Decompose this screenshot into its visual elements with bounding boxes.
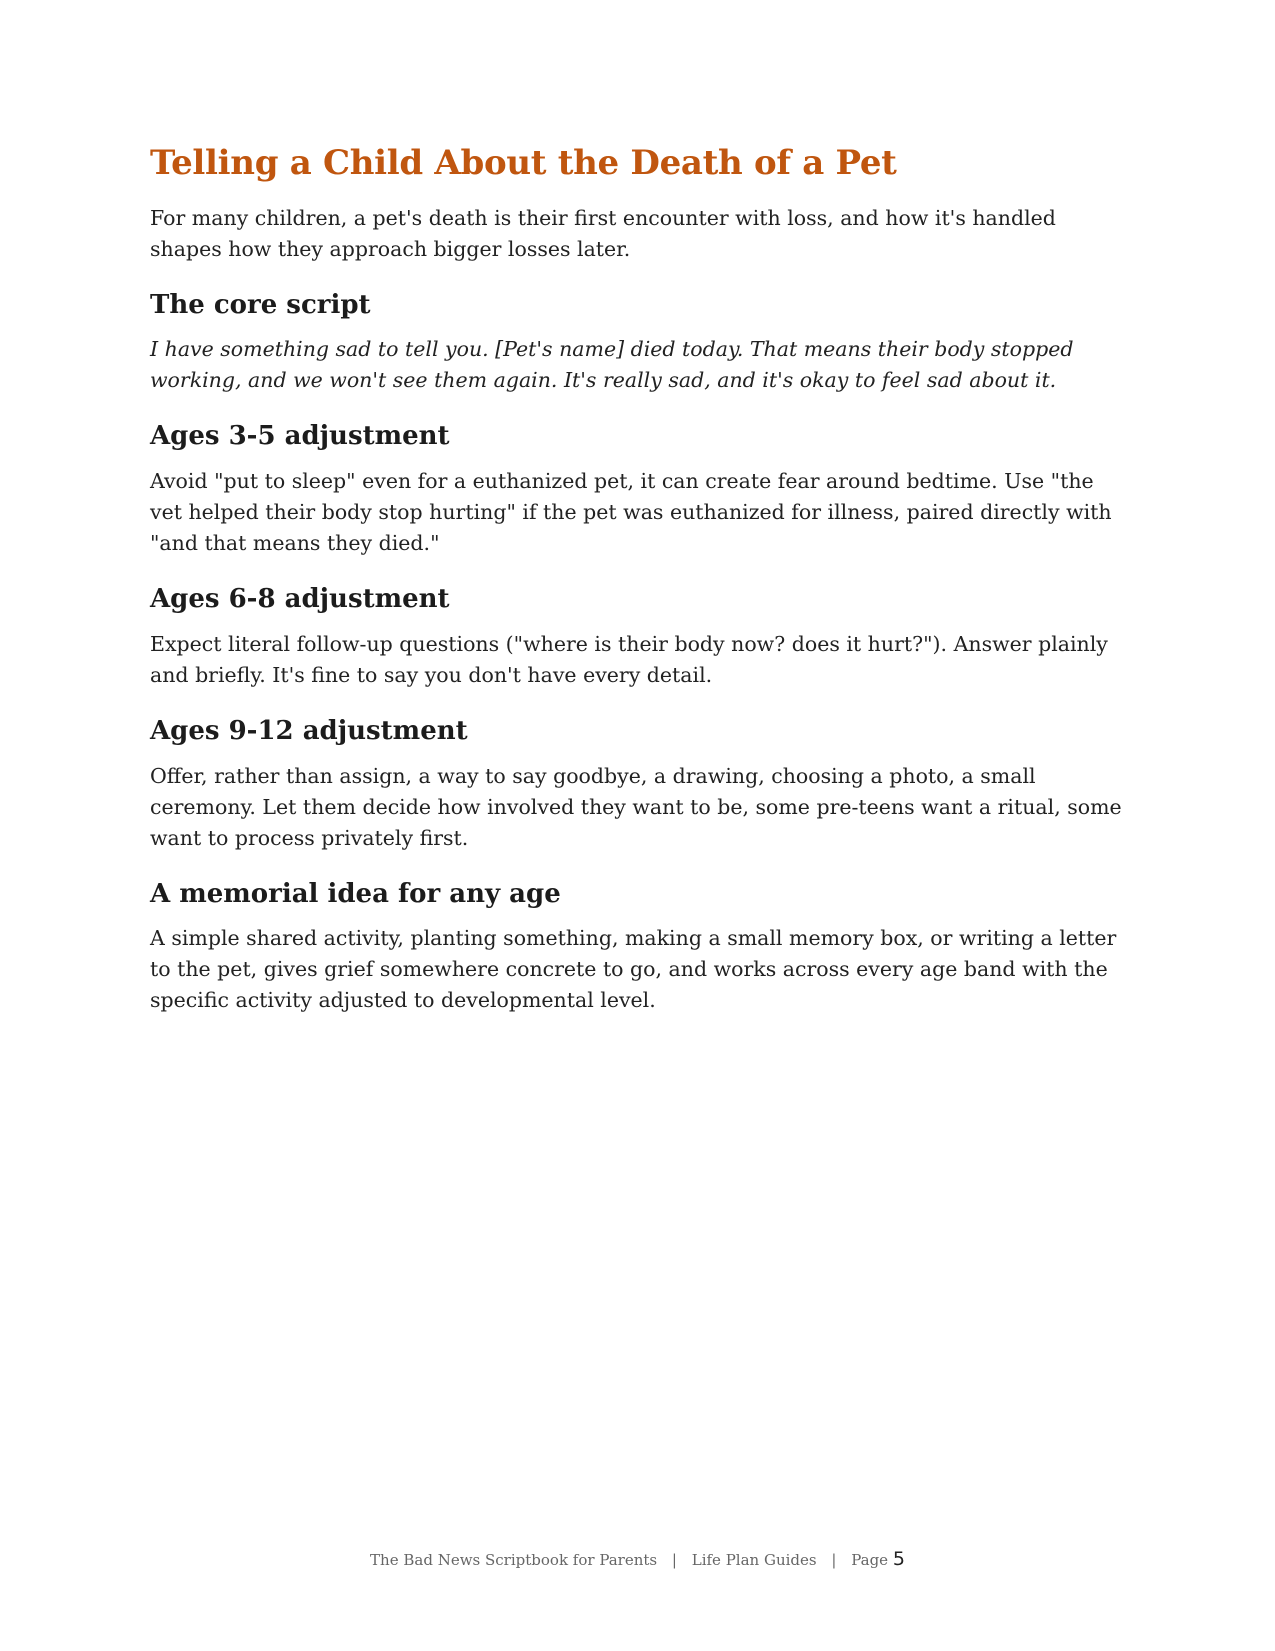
page-title: Telling a Child About the Death of a Pet (150, 143, 897, 183)
section-heading-ages-6-8: Ages 6-8 adjustment (150, 584, 450, 615)
document-page (150, 142, 1130, 1016)
section-body-ages-6-8: Expect literal follow-up questions ("where is their body now? does it hurt?"). Answer plainly and briefly. It's fine to say you don't have every detail. (150, 631, 1108, 687)
section-body-memorial: A simple shared activity, planting something, making a small memory box, or writing a letter to the pet, gives grief somewhere concrete to go, and works across every age band with the specific activity adjusted to developmental level. (150, 926, 1117, 1013)
section-heading-ages-3-5: Ages 3-5 adjustment (150, 421, 450, 452)
footer-page-number: 5 (892, 1548, 905, 1570)
footer-separator: | (831, 1551, 837, 1569)
footer-separator: | (671, 1551, 677, 1569)
page-footer (0, 1548, 1275, 1570)
section-heading-core-script: The core script (150, 289, 371, 320)
footer-page-label: Page (851, 1551, 889, 1569)
section-body-ages-3-5: Avoid "put to sleep" even for a euthanized pet, it can create fear around bedtime. Use "the vet helped their body stop hurting" if the pet was euthanized for illness, paired directly with "and that means they died." (150, 469, 1112, 556)
section-heading-memorial: A memorial idea for any age (150, 878, 561, 909)
section-body-ages-9-12: Offer, rather than assign, a way to say goodbye, a drawing, choosing a photo, a small ceremony. Let them decide how involved they want to be, some pre-teens want a ritual, some want to process privately first. (150, 763, 1122, 850)
intro-paragraph: For many children, a pet's death is their first encounter with loss, and how it's handled shapes how they approach bigger losses later. (150, 205, 1056, 261)
core-script-text: I have something sad to tell you. [Pet's name] died today. That means their body stopped working, and we won't see them again. It's really sad, and it's okay to feel sad about it. (150, 337, 1074, 393)
section-heading-ages-9-12: Ages 9-12 adjustment (150, 715, 468, 746)
footer-series: Life Plan Guides (691, 1551, 817, 1569)
footer-book-title: The Bad News Scriptbook for Parents (370, 1551, 658, 1569)
